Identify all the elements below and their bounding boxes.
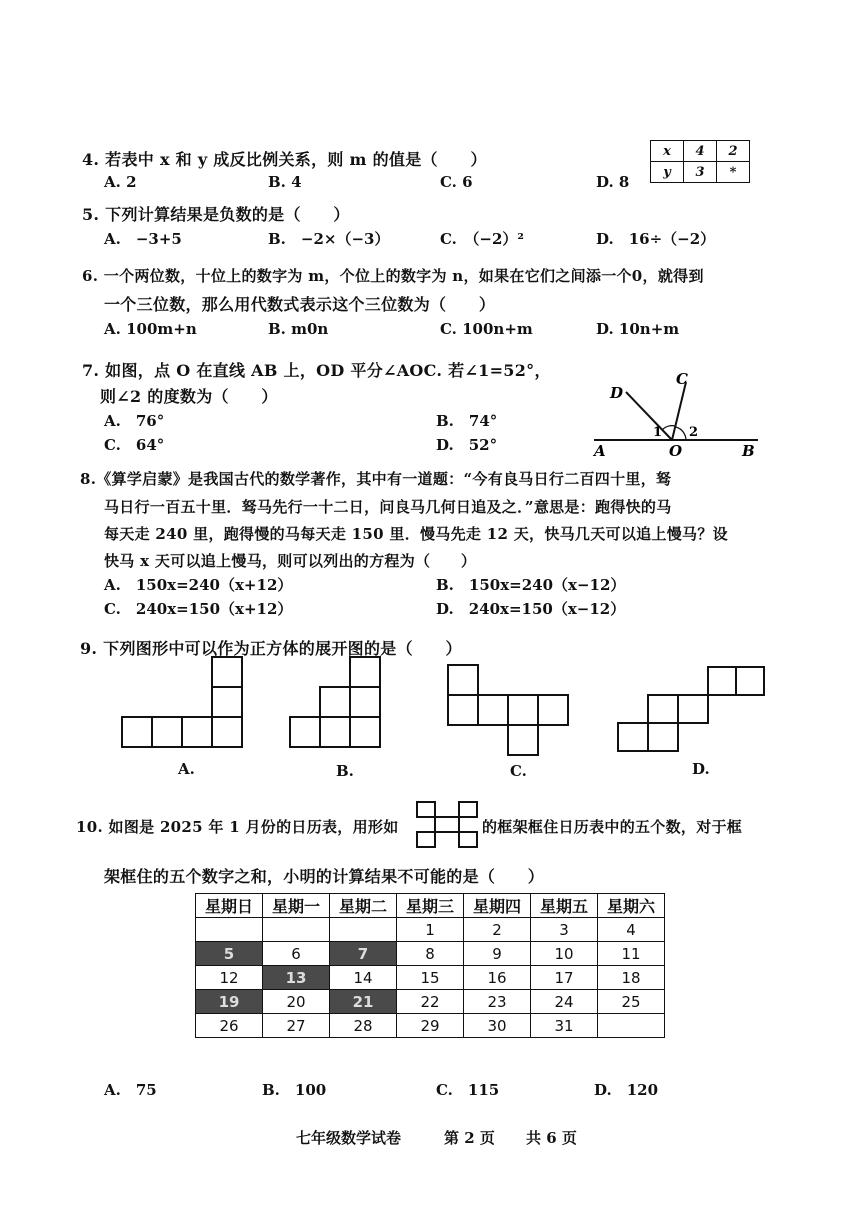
calendar-header: 星期日 (196, 894, 263, 918)
calendar-week-row (196, 990, 665, 1014)
calendar-day-cell (196, 918, 263, 942)
q8-stem-line2: 马日行一百五十里．驽马先行一十二日，问良马几何日追及之．”意思是：跑得快的马 (104, 498, 672, 516)
calendar-day-cell: 19 (196, 990, 263, 1014)
calendar-day-cell: 29 (397, 1014, 464, 1038)
calendar-day-cell (263, 918, 330, 942)
q4-table-cell: x (651, 141, 684, 162)
q6-stem-line2: 一个三位数，那么用代数式表示这个三位数为（ ） (104, 295, 496, 314)
calendar-day-cell: 13 (263, 966, 330, 990)
calendar-day-cell (598, 1014, 665, 1038)
ray-od (626, 392, 672, 440)
q7-angle-figure (590, 370, 765, 460)
calendar-day-cell: 14 (330, 966, 397, 990)
q8-option-c: C. 240x=150（x+12） (104, 600, 293, 618)
calendar-day-cell: 1 (397, 918, 464, 942)
calendar-header: 星期二 (330, 894, 397, 918)
calendar-day-cell: 22 (397, 990, 464, 1014)
calendar-day-cell: 17 (531, 966, 598, 990)
label-a: A (594, 442, 606, 460)
q10-stem-line1a: 10. 如图是 2025 年 1 月份的日历表，用形如 (76, 818, 399, 836)
q7-option-b: B. 74° (436, 412, 498, 430)
calendar-table (195, 893, 665, 1038)
label-angle1: 1 (653, 425, 663, 440)
q4-table-cell: 3 (684, 162, 717, 183)
ray-oc (672, 382, 686, 440)
q7-option-a: A. 76° (104, 412, 165, 430)
q10-option-c: C. 115 (436, 1081, 500, 1099)
calendar-week-row (196, 918, 665, 942)
calendar-day-cell: 26 (196, 1014, 263, 1038)
q4-table-cell: y (651, 162, 684, 183)
q6-option-b: B. m0n (268, 320, 329, 338)
q9-cube-nets (0, 660, 867, 760)
q10-stem-line2: 架框住的五个数字之和，小明的计算结果不可能的是（ ） (104, 867, 545, 886)
q8-option-a: A. 150x=240（x+12） (104, 576, 293, 594)
angle2-arc (676, 427, 686, 440)
q6-option-c: C. 100n+m (440, 320, 533, 338)
calendar-header: 星期三 (397, 894, 464, 918)
q9-label-c: C. (510, 762, 527, 780)
net-a (122, 657, 242, 747)
calendar-day-cell: 15 (397, 966, 464, 990)
label-b: B (742, 442, 755, 460)
calendar-day-cell: 8 (397, 942, 464, 966)
q4-table-cell: 4 (684, 141, 717, 162)
q10-option-a: A. 75 (104, 1081, 157, 1099)
q10-frame-shape (415, 800, 479, 852)
calendar-header: 星期一 (263, 894, 330, 918)
q7-stem-line1: 7. 如图，点 O 在直线 AB 上，OD 平分∠AOC. 若∠1=52°， (82, 361, 551, 380)
q9-label-b: B. (336, 762, 354, 780)
label-d: D (610, 384, 624, 402)
q5-option-b: B. −2×（−3） (268, 230, 390, 248)
q9-label-a: A. (178, 760, 195, 778)
calendar-day-cell: 10 (531, 942, 598, 966)
net-c (448, 665, 568, 755)
calendar-header: 星期六 (598, 894, 665, 918)
calendar-day-cell: 11 (598, 942, 665, 966)
footer-page: 第 2 页 (444, 1129, 495, 1147)
q4-stem: 4. 若表中 x 和 y 成反比例关系，则 m 的值是（ ） (82, 150, 487, 169)
calendar-day-cell: 27 (263, 1014, 330, 1038)
calendar-day-cell: 28 (330, 1014, 397, 1038)
calendar-day-cell: 16 (464, 966, 531, 990)
calendar-day-cell: 6 (263, 942, 330, 966)
calendar-header: 星期四 (464, 894, 531, 918)
label-c: C (676, 370, 688, 388)
calendar-day-cell: 5 (196, 942, 263, 966)
calendar-day-cell: 2 (464, 918, 531, 942)
q8-stem-line3: 每天走 240 里，跑得慢的马每天走 150 里．慢马先走 12 天，快马几天可以追上慢马？设 (104, 525, 728, 543)
calendar-day-cell: 12 (196, 966, 263, 990)
q6-option-d: D. 10n+m (596, 320, 680, 338)
q5-option-d: D. 16÷（−2） (596, 230, 716, 248)
q10-option-b: B. 100 (262, 1081, 327, 1099)
q10-option-d: D. 120 (594, 1081, 659, 1099)
q6-option-a: A. 100m+n (104, 320, 197, 338)
q10-stem-line1b: 的框架框住日历表中的五个数，对于框 (482, 818, 743, 836)
q4-option-b: B. 4 (268, 173, 302, 191)
q7-option-c: C. 64° (104, 436, 165, 454)
q5-stem: 5. 下列计算结果是负数的是（ ） (82, 205, 350, 224)
q7-stem-line2: 则∠2 的度数为（ ） (100, 387, 278, 406)
q4-table-cell: 2 (717, 141, 750, 162)
calendar-day-cell: 9 (464, 942, 531, 966)
net-d (618, 667, 764, 751)
calendar-day-cell: 3 (531, 918, 598, 942)
footer-subject: 七年级数学试卷 (296, 1129, 402, 1147)
calendar-day-cell: 31 (531, 1014, 598, 1038)
calendar-day-cell: 25 (598, 990, 665, 1014)
label-o: O (669, 442, 683, 460)
calendar-day-cell: 24 (531, 990, 598, 1014)
calendar-day-cell: 21 (330, 990, 397, 1014)
q6-stem-line1: 6. 一个两位数，十位上的数字为 m，个位上的数字为 n，如果在它们之间添一个0，就得到 (82, 267, 704, 285)
calendar-day-cell: 20 (263, 990, 330, 1014)
q9-stem: 9. 下列图形中可以作为正方体的展开图的是（ ） (80, 639, 462, 658)
q5-option-a: A. −3+5 (104, 230, 182, 248)
calendar-week-row (196, 942, 665, 966)
calendar-day-cell: 7 (330, 942, 397, 966)
footer-total: 共 6 页 (526, 1129, 577, 1147)
calendar-week-row (196, 1014, 665, 1038)
calendar-header: 星期五 (531, 894, 598, 918)
calendar-day-cell: 4 (598, 918, 665, 942)
q5-option-c: C. （−2）² (440, 230, 524, 248)
net-b (290, 657, 380, 747)
q4-option-a: A. 2 (104, 173, 137, 191)
q9-label-d: D. (692, 760, 710, 778)
calendar-day-cell: 18 (598, 966, 665, 990)
calendar-day-cell: 30 (464, 1014, 531, 1038)
q8-stem-line4: 快马 x 天可以追上慢马，则可以列出的方程为（ ） (104, 552, 477, 570)
label-angle2: 2 (689, 425, 699, 440)
q8-option-d: D. 240x=150（x−12） (436, 600, 626, 618)
q8-option-b: B. 150x=240（x−12） (436, 576, 626, 594)
calendar-week-row (196, 966, 665, 990)
angle1-arc (662, 426, 675, 430)
calendar-day-cell: 23 (464, 990, 531, 1014)
q7-option-d: D. 52° (436, 436, 498, 454)
q4-table-cell: * (717, 162, 750, 183)
q4-option-d: D. 8 (596, 173, 630, 191)
q4-xy-table (650, 140, 750, 183)
calendar-day-cell (330, 918, 397, 942)
q8-stem-line1: 8.《算学启蒙》是我国古代的数学著作，其中有一道题：“今有良马日行二百四十里，驽 (80, 470, 672, 488)
q4-option-c: C. 6 (440, 173, 473, 191)
